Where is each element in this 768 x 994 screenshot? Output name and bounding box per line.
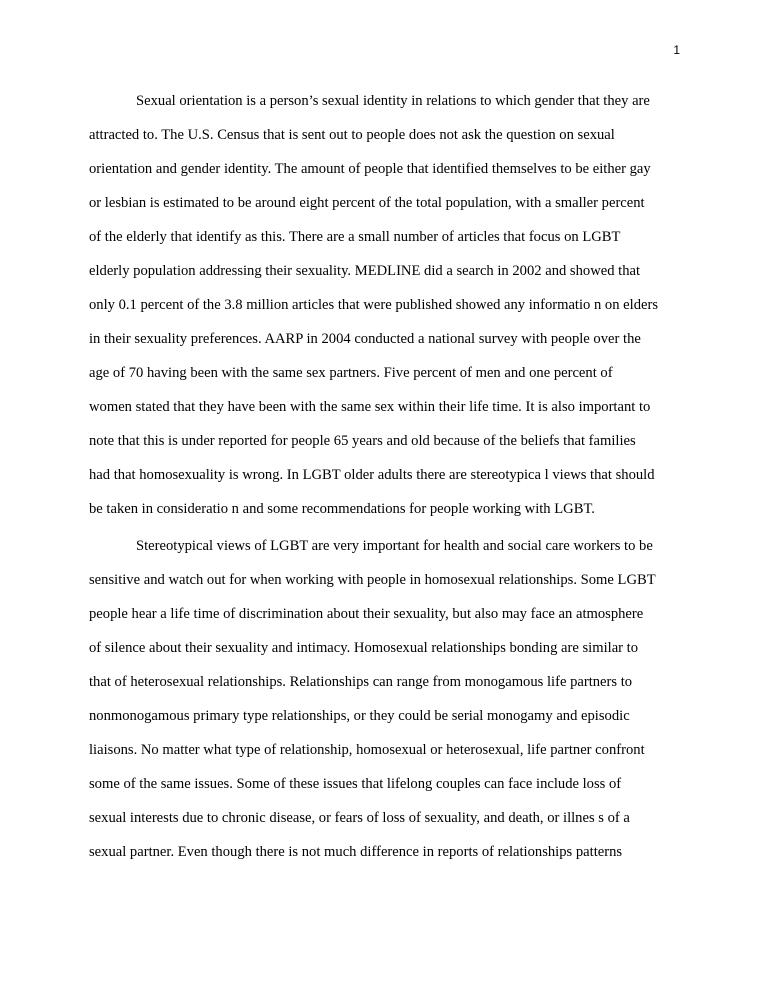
text-line: or lesbian is estimated to be around eight percent of the total population, with a smaller percent <box>89 195 645 211</box>
text-line: sexual interests due to chronic disease, or fears of loss of sexuality, and death, or illnes s of a <box>89 810 630 826</box>
text-line: sexual partner. Even though there is not much difference in reports of relationships patterns <box>89 844 623 860</box>
text-line: Sexual orientation is a person’s sexual identity in relations to which gender that they are <box>136 93 650 109</box>
text-line: sensitive and watch out for when working with people in homosexual relationships. Some LGBT <box>89 572 656 588</box>
text-line: age of 70 having been with the same sex partners. Five percent of men and one percent of <box>89 365 613 381</box>
text-line: that of heterosexual relationships. Relationships can range from monogamous life partners to <box>89 674 633 690</box>
text-line: attracted to. The U.S. Census that is sent out to people does not ask the question on sexual <box>89 127 615 143</box>
text-line: only 0.1 percent of the 3.8 million articles that were published showed any informatio n on elders <box>89 297 659 313</box>
text-line: people hear a life time of discrimination about their sexuality, but also may face an atmosphere <box>89 606 644 622</box>
body-text <box>89 84 679 869</box>
page-number: 1 <box>673 43 680 57</box>
text-line: nonmonogamous primary type relationships, or they could be serial monogamy and episodic <box>89 708 630 724</box>
paragraph-1 <box>89 84 679 526</box>
text-line: of the elderly that identify as this. There are a small number of articles that focus on LGBT <box>89 229 621 245</box>
text-line: women stated that they have been with the same sex within their life time. It is also important to <box>89 399 651 415</box>
text-line: of silence about their sexuality and intimacy. Homosexual relationships bonding are similar to <box>89 640 639 656</box>
text-line: liaisons. No matter what type of relationship, homosexual or heterosexual, life partner confront <box>89 742 645 758</box>
text-line: some of the same issues. Some of these issues that lifelong couples can face include loss of <box>89 776 622 792</box>
text-line: Stereotypical views of LGBT are very important for health and social care workers to be <box>136 538 653 554</box>
text-line: be taken in consideratio n and some recommendations for people working with LGBT. <box>89 501 595 517</box>
paragraph-2 <box>89 529 679 869</box>
text-line: orientation and gender identity. The amount of people that identified themselves to be either gay <box>89 161 651 177</box>
text-line: in their sexuality preferences. AARP in 2004 conducted a national survey with people over the <box>89 331 641 347</box>
text-line: elderly population addressing their sexuality. MEDLINE did a search in 2002 and showed that <box>89 263 641 279</box>
text-line: note that this is under reported for people 65 years and old because of the beliefs that families <box>89 433 636 449</box>
text-line: had that homosexuality is wrong. In LGBT older adults there are stereotypica l views that should <box>89 467 655 483</box>
